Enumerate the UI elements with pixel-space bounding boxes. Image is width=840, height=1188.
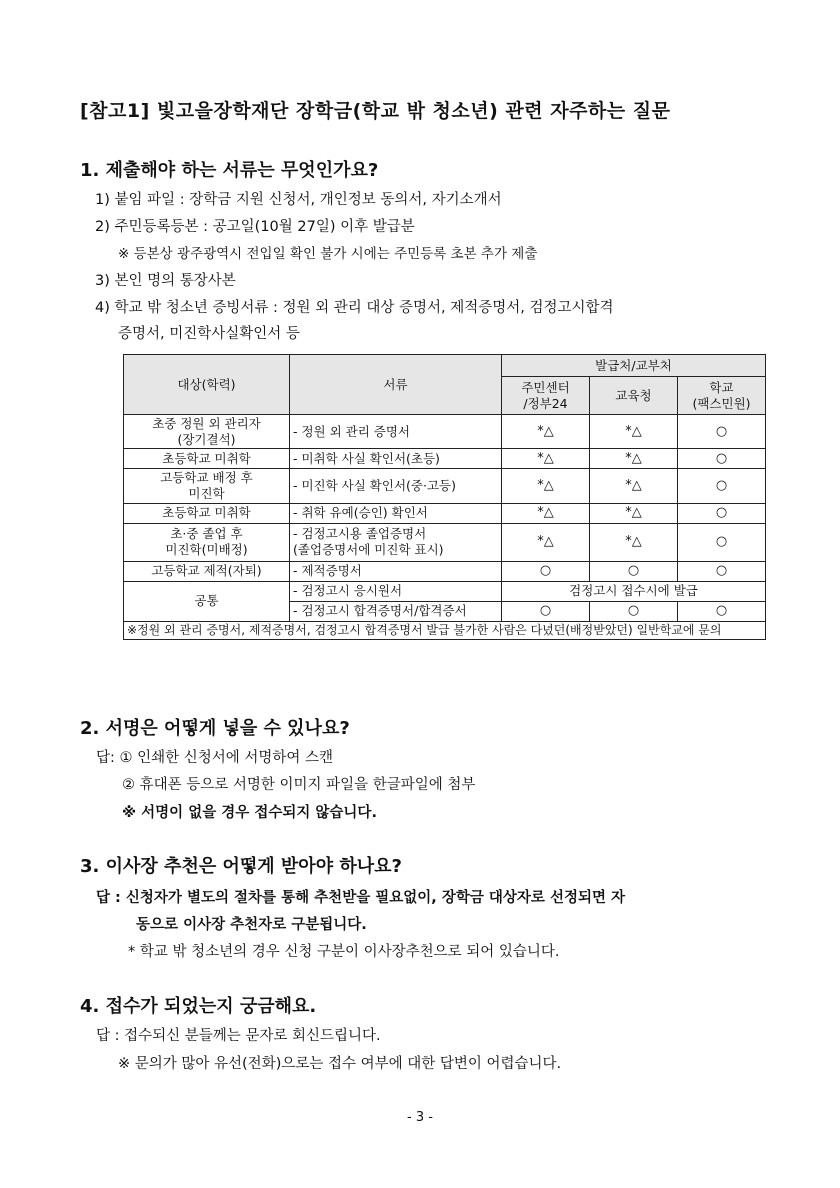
header-school: 학교 (팩스민원) xyxy=(678,377,766,415)
header-issuer: 발급처/교부처 xyxy=(502,355,766,377)
page-title: [참고1] 빛고을장학재단 장학금(학교 밖 청소년) 관련 자주하는 질문 xyxy=(80,100,671,122)
row-target: 초중 정원 외 관리자 (장기결석) xyxy=(124,415,290,449)
row-col3: ○ xyxy=(678,601,766,621)
row-target: 초등학교 미취학 xyxy=(124,449,290,469)
q1-note: ※ 등본상 광주광역시 전입일 확인 불가 시에는 주민등록 초본 추가 제출 xyxy=(118,246,538,262)
table-row xyxy=(124,561,766,581)
q2-heading: 2. 서명은 어떻게 넣을 수 있나요? xyxy=(80,718,350,739)
q1-item-4-cont: 증명서, 미진학사실확인서 등 xyxy=(118,326,300,342)
row-col2: *△ xyxy=(590,449,678,469)
q3-note: * 학교 밖 청소년의 경우 신청 구분이 이사장추천으로 되어 있습니다. xyxy=(128,944,560,960)
q4-heading: 4. 접수가 되었는지 궁금해요. xyxy=(80,996,317,1017)
header-community-center: 주민센터 /정부24 xyxy=(502,377,590,415)
q4-note: ※ 문의가 많아 유선(전화)으로는 접수 여부에 대한 답변이 어렵습니다. xyxy=(118,1056,562,1072)
row-col2: ○ xyxy=(590,601,678,621)
row-document: - 정원 외 관리 증명서 xyxy=(290,415,502,449)
row-document: - 검정고시용 졸업증명서 (졸업증명서에 미진학 표시) xyxy=(290,523,502,561)
row-col1: *△ xyxy=(502,469,590,503)
row-target: 초등학교 미취학 xyxy=(124,503,290,523)
row-col3: ○ xyxy=(678,561,766,581)
header-education-office: 교육청 xyxy=(590,377,678,415)
page-number: - 3 - xyxy=(407,1110,433,1125)
row-col3: ○ xyxy=(678,523,766,561)
table-note-row xyxy=(124,621,766,639)
row-col3: ○ xyxy=(678,503,766,523)
row-merged-issuer: 검정고시 접수시에 발급 xyxy=(502,581,766,601)
row-document: - 미취학 사실 확인서(초등) xyxy=(290,449,502,469)
row-document: - 제적증명서 xyxy=(290,561,502,581)
table-row xyxy=(124,469,766,503)
row-col3: ○ xyxy=(678,449,766,469)
row-target-common: 공통 xyxy=(124,581,290,621)
q1-item-3: 3) 본인 명의 통장사본 xyxy=(95,273,236,289)
row-document: - 미진학 사실 확인서(중·고등) xyxy=(290,469,502,503)
q1-heading: 1. 제출해야 하는 서류는 무엇인가요? xyxy=(80,160,379,181)
row-document: - 취학 유예(승인) 확인서 xyxy=(290,503,502,523)
table-note: ※정원 외 관리 증명서, 제적증명서, 검정고시 합격증명서 발급 불가한 사람은 다녔던(배정받았던) 일반학교에 문의 xyxy=(124,621,766,639)
q1-item-2: 2) 주민등록등본 : 공고일(10월 27일) 이후 발급분 xyxy=(95,219,415,235)
row-col2: ○ xyxy=(590,561,678,581)
q3-heading: 3. 이사장 추천은 어떻게 받아야 하나요? xyxy=(80,856,402,877)
row-col2: *△ xyxy=(590,415,678,449)
row-col1: *△ xyxy=(502,415,590,449)
q2-answer-2: ② 휴대폰 등으로 서명한 이미지 파일을 한글파일에 첨부 xyxy=(122,777,476,793)
table-row xyxy=(124,503,766,523)
row-col3: ○ xyxy=(678,415,766,449)
q1-item-1: 1) 붙임 파일 : 장학금 지원 신청서, 개인정보 동의서, 자기소개서 xyxy=(95,192,502,208)
row-col2: *△ xyxy=(590,503,678,523)
q4-answer-1: 답 : 접수되신 분들께는 문자로 회신드립니다. xyxy=(96,1028,381,1044)
row-document: - 검정고시 합격증명서/합격증서 xyxy=(290,601,502,621)
row-document: - 검정고시 응시원서 xyxy=(290,581,502,601)
row-col2: *△ xyxy=(590,469,678,503)
table-row xyxy=(124,415,766,449)
table-row xyxy=(124,523,766,561)
row-col3: ○ xyxy=(678,469,766,503)
row-target: 초·중 졸업 후 미진학(미배정) xyxy=(124,523,290,561)
row-col1: *△ xyxy=(502,503,590,523)
q2-warning: ※ 서명이 없을 경우 접수되지 않습니다. xyxy=(122,805,377,821)
documents-table xyxy=(123,354,766,640)
q1-item-4: 4) 학교 밖 청소년 증빙서류 : 정원 외 관리 대상 증명서, 제적증명서, 검정고시합격 xyxy=(95,300,614,316)
row-col2: *△ xyxy=(590,523,678,561)
row-target: 고등학교 배정 후 미진학 xyxy=(124,469,290,503)
row-col1: ○ xyxy=(502,561,590,581)
header-target: 대상(학력) xyxy=(124,355,290,415)
header-document: 서류 xyxy=(290,355,502,415)
q3-answer-2: 동으로 이사장 추천자로 구분됩니다. xyxy=(136,917,367,933)
row-target: 고등학교 제적(자퇴) xyxy=(124,561,290,581)
table-row xyxy=(124,449,766,469)
row-col1: ○ xyxy=(502,601,590,621)
row-col1: *△ xyxy=(502,523,590,561)
q2-answer-1: 답: ① 인쇄한 신청서에 서명하여 스캔 xyxy=(96,750,334,766)
q3-answer-1: 답 : 신청자가 별도의 절차를 통해 추천받을 필요없이, 장학금 대상자로 선정되면 자 xyxy=(96,890,626,906)
row-col1: *△ xyxy=(502,449,590,469)
table-row xyxy=(124,581,766,601)
